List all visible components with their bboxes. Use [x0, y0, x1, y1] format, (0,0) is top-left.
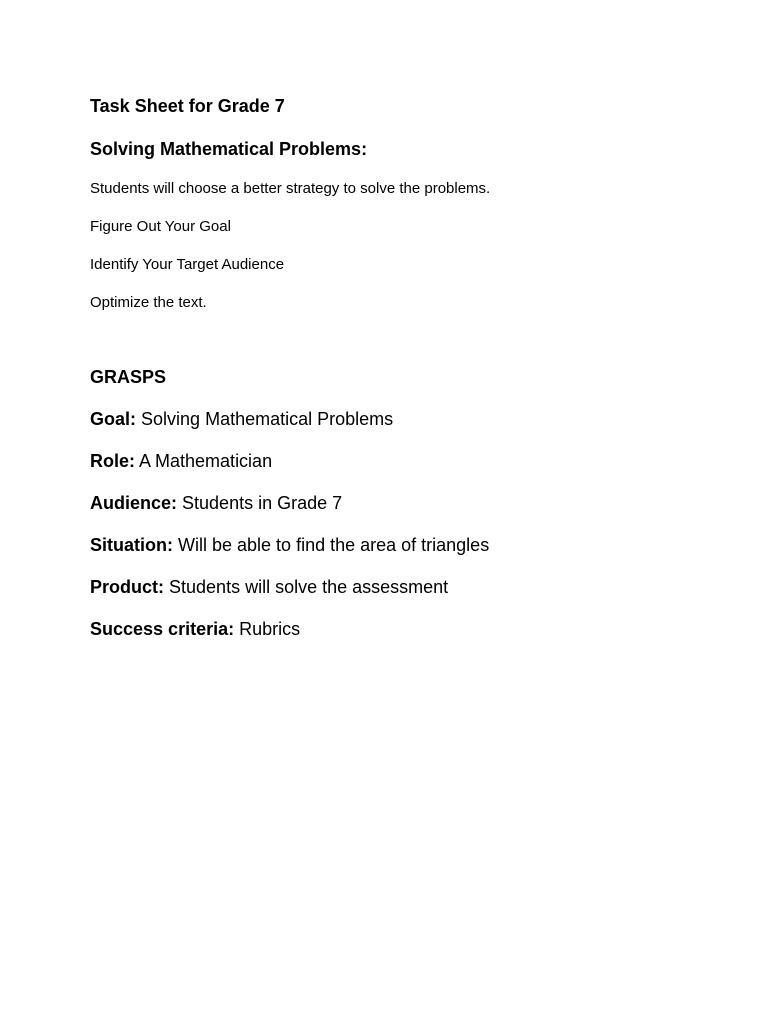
grasps-heading: GRASPS	[90, 367, 167, 387]
grasps-value: Will be able to find the area of triangles	[178, 535, 490, 555]
grasps-value: Students will solve the assessment	[169, 577, 449, 597]
grasps-value: Students in Grade 7	[182, 493, 343, 513]
step-item: Identify Your Target Audience	[90, 256, 285, 273]
section-subtitle: Solving Mathematical Problems:	[90, 139, 368, 159]
grasps-label: Role:	[90, 451, 135, 471]
grasps-label: Success criteria:	[90, 619, 235, 639]
step-item: Optimize the text.	[90, 294, 207, 311]
grasps-label: Goal:	[90, 409, 137, 429]
page-title: Task Sheet for Grade 7	[90, 96, 285, 116]
grasps-value: A Mathematician	[139, 451, 273, 471]
grasps-row-role	[90, 452, 272, 470]
grasps-row-situation	[90, 536, 489, 554]
grasps-row-audience	[90, 494, 342, 512]
grasps-row-goal	[90, 410, 393, 428]
step-item: Figure Out Your Goal	[90, 218, 231, 235]
grasps-row-success-criteria	[90, 620, 300, 638]
grasps-label: Situation:	[90, 535, 173, 555]
grasps-value: Solving Mathematical Problems	[141, 409, 394, 429]
grasps-label: Product:	[90, 577, 164, 597]
grasps-label: Audience:	[90, 493, 178, 513]
objective-text: Students will choose a better strategy to solve the problems.	[90, 180, 491, 197]
grasps-value: Rubrics	[239, 619, 301, 639]
grasps-row-product	[90, 578, 448, 596]
